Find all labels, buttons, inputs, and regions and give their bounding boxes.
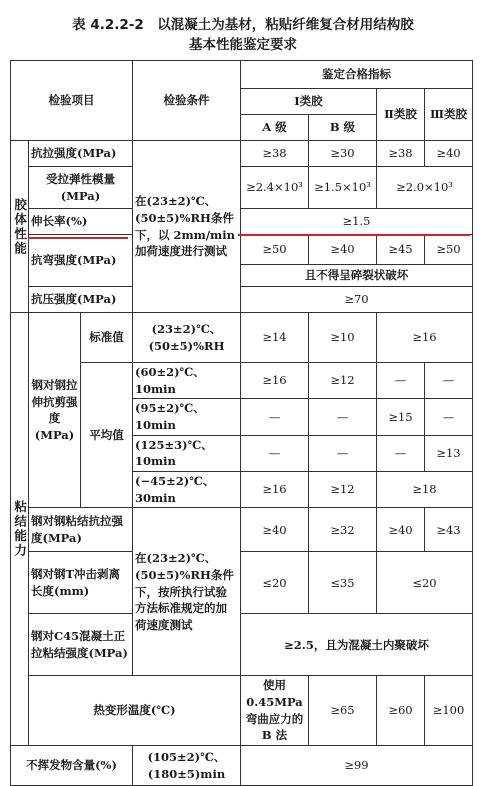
cell: ≥15 <box>377 399 425 435</box>
shear-label: 钢对钢拉伸抗剪强度(MPa) <box>29 313 81 508</box>
cell: ≤20 <box>377 552 473 614</box>
table-title-line1: 表 4.2.2-2 以混凝土为基材，粘贴纤维复合材用结构胶 <box>72 17 414 33</box>
header-class1: Ⅰ类胶 <box>241 89 377 115</box>
cell: ≥50 <box>425 235 473 265</box>
cell: ≥32 <box>309 508 377 552</box>
group-glue: 胶体性能 <box>11 141 29 313</box>
group-bond: 粘结能力 <box>11 313 29 746</box>
cell: ≥16 <box>241 472 309 508</box>
cell: ≥10 <box>309 313 377 363</box>
cell: ≥16 <box>241 363 309 399</box>
row-elongation-label: 伸长率(%) <box>29 209 133 235</box>
criteria-table <box>10 60 473 786</box>
cell: ≥2.5，且为混凝土内聚破坏 <box>241 614 473 676</box>
cell: — <box>241 399 309 435</box>
standard-condition: (23±2)℃、(50±5)%RH <box>133 313 241 363</box>
cell: ≥65 <box>309 676 377 746</box>
row-heat-label: 热变形温度(℃) <box>29 676 241 746</box>
cell: ≥40 <box>241 508 309 552</box>
cell: ≥99 <box>241 746 473 786</box>
cell: ≥70 <box>241 287 473 313</box>
cell: ≥38 <box>241 141 309 167</box>
cell-flexural-note: 且不得呈碎裂状破坏 <box>241 265 473 287</box>
header-class3: Ⅲ类胶 <box>425 89 473 141</box>
header-condition: 检验条件 <box>133 61 241 141</box>
heat-condition: 使用 0.45MPa 弯曲应力的 B 法 <box>241 676 309 746</box>
row-tensile-label: 抗拉强度(MPa) <box>29 141 133 167</box>
cell: ≥30 <box>309 141 377 167</box>
cell: ≥2.0×10³ <box>377 167 473 209</box>
cell: ≥2.4×10³ <box>241 167 309 209</box>
cell: ≤35 <box>309 552 377 614</box>
cell: — <box>309 435 377 471</box>
row-modulus-label: 受拉弹性模量(MPa) <box>29 167 133 209</box>
cell: — <box>425 399 473 435</box>
header-class2: Ⅱ类胶 <box>377 89 425 141</box>
cell: — <box>425 363 473 399</box>
cell: — <box>377 435 425 471</box>
cell: ≥50 <box>241 235 309 265</box>
avg-condition: (95±2)℃、10min <box>133 399 241 435</box>
row-compressive-label: 抗压强度(MPa) <box>29 287 133 313</box>
cell: — <box>309 399 377 435</box>
avg-condition: (−45±2)℃、30min <box>133 472 241 508</box>
cell: — <box>241 435 309 471</box>
cell: ≥12 <box>309 363 377 399</box>
cell: ≥40 <box>309 235 377 265</box>
avg-condition: (125±3)℃、10min <box>133 435 241 471</box>
cell: ≥18 <box>377 472 473 508</box>
cell: ≥40 <box>377 508 425 552</box>
standard-label: 标准值 <box>81 313 133 363</box>
cell: ≥45 <box>377 235 425 265</box>
red-annotation-line-left <box>28 237 128 239</box>
row-steel-bond-label: 钢对钢粘结抗拉强度(MPa) <box>29 508 133 552</box>
cell: ≥1.5×10³ <box>309 167 377 209</box>
row-flexural-label: 抗弯强度(MPa) <box>29 235 133 287</box>
header-grade-b: B 级 <box>309 115 377 141</box>
table-title-line2: 基本性能鉴定要求 <box>189 37 297 53</box>
row-nonvolatile-label: 不挥发物含量(%) <box>11 746 133 786</box>
cell: ≥38 <box>377 141 425 167</box>
bond-condition: 在(23±2)℃、(50±5)%RH条件下，按所执行试验方法标准规定的加荷速度测试 <box>133 508 241 676</box>
cell: ≥1.5 <box>241 209 473 235</box>
row-c45-label: 钢对C45混凝土正拉粘结强度(MPa) <box>29 614 133 676</box>
cell: ≥14 <box>241 313 309 363</box>
nonvolatile-condition: (105±2)℃、(180±5)min <box>133 746 241 786</box>
cell: ≥40 <box>425 141 473 167</box>
avg-condition: (60±2)℃、10min <box>133 363 241 399</box>
red-annotation-line-right <box>238 234 470 236</box>
cell: ≥60 <box>377 676 425 746</box>
cell: ≥13 <box>425 435 473 471</box>
cell: ≥12 <box>309 472 377 508</box>
cell: ≤20 <box>241 552 309 614</box>
average-label: 平均值 <box>81 363 133 508</box>
row-t-peel-label: 钢对钢T冲击剥离长度(mm) <box>29 552 133 614</box>
glue-condition: 在(23±2)℃、(50±5)%RH条件下，以 2mm/min 加荷速度进行测试 <box>133 141 241 313</box>
header-criteria: 鉴定合格指标 <box>241 61 473 89</box>
header-item: 检验项目 <box>11 61 133 141</box>
cell: ≥16 <box>377 313 473 363</box>
cell: ≥100 <box>425 676 473 746</box>
cell: ≥43 <box>425 508 473 552</box>
cell: — <box>377 363 425 399</box>
header-grade-a: A 级 <box>241 115 309 141</box>
